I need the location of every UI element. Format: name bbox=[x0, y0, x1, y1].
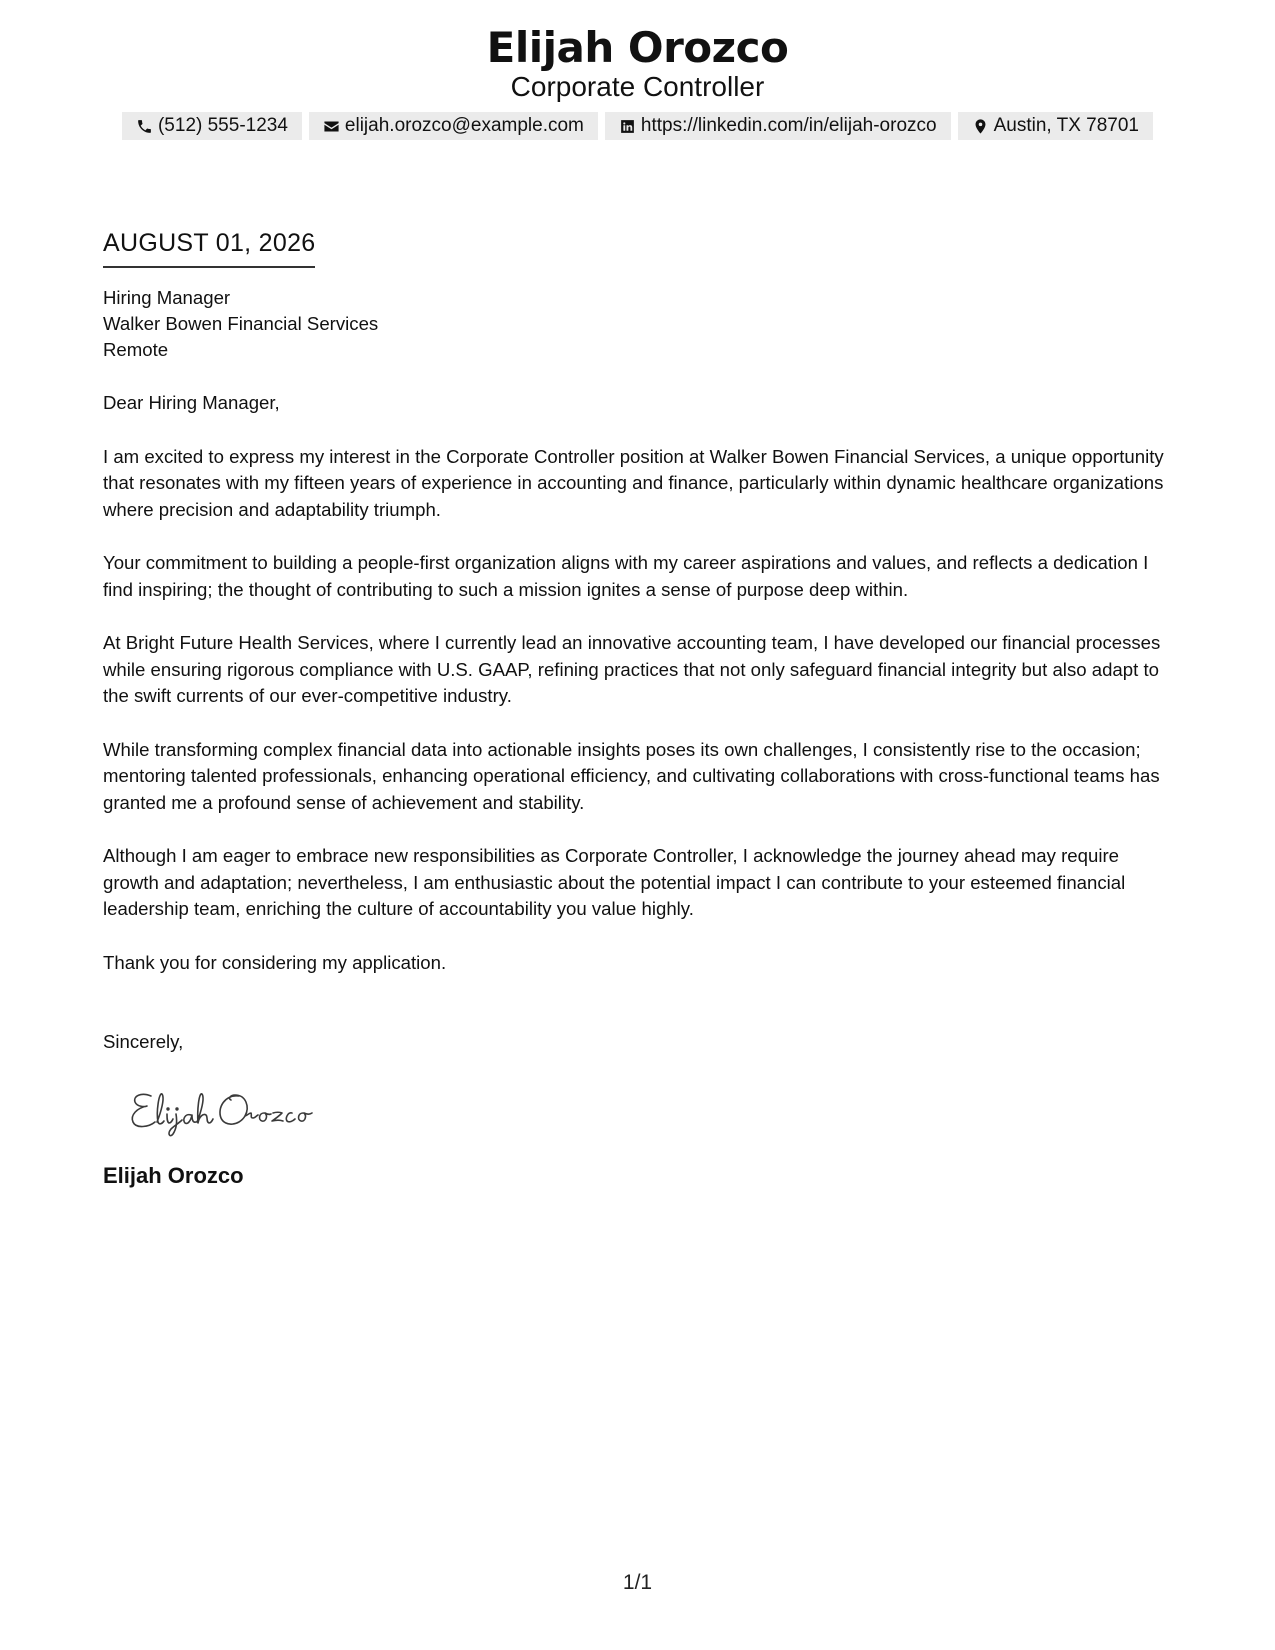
applicant-name: Elijah Orozco bbox=[486, 23, 789, 72]
phone-icon bbox=[136, 118, 153, 135]
linkedin-icon bbox=[619, 118, 636, 135]
body-paragraph: While transforming complex financial data into actionable insights poses its own challenges, I consistently rise to the occasion; mentoring talented professionals, enhancing operational efficiency, and cultivating collaborations with cross-functional teams has granted me a profound sense of achievement and stability. bbox=[103, 738, 1160, 813]
contact-phone[interactable] bbox=[122, 112, 302, 140]
letter-header bbox=[0, 22, 1275, 140]
body-paragraph: Thank you for considering my application. bbox=[103, 951, 447, 973]
body-paragraph: Although I am eager to embrace new responsibilities as Corporate Controller, I acknowledge the journey ahead may require growth and adaptation; nevertheless, I am enthusiastic about the potential impact I can contribute to your esteemed financial leadership team, enriching the culture of accountability you value highly. bbox=[103, 845, 1126, 919]
recipient-company: Walker Bowen Financial Services bbox=[103, 313, 379, 334]
recipient-location: Remote bbox=[103, 339, 169, 360]
closing: Sincerely, bbox=[103, 1031, 184, 1052]
contact-bar bbox=[0, 112, 1275, 140]
recipient-block bbox=[103, 285, 1178, 363]
letter-date: AUGUST 01, 2026 bbox=[103, 226, 315, 268]
body-paragraph: Your commitment to building a people-first organization aligns with my career aspirations and values, and reflects a dedication I find inspiring; the thought of contributing to such a mission ignites a sense of purpose deep within. bbox=[103, 552, 1149, 600]
recipient-line: Hiring Manager bbox=[103, 287, 231, 308]
salutation: Dear Hiring Manager, bbox=[103, 392, 280, 413]
signature-image bbox=[127, 1082, 337, 1140]
page-number: 1/1 bbox=[622, 1571, 653, 1594]
contact-linkedin[interactable] bbox=[605, 112, 951, 140]
phone-text: (512) 555-1234 bbox=[157, 115, 288, 136]
linkedin-text: https://linkedin.com/in/elijah-orozco bbox=[640, 115, 937, 136]
letter-body bbox=[103, 226, 1178, 1190]
contact-location bbox=[958, 112, 1153, 140]
signed-name: Elijah Orozco bbox=[103, 1162, 244, 1188]
body-paragraph: At Bright Future Health Services, where I currently lead an innovative accounting team, I have developed our financial processes while ensuring rigorous compliance with U.S. GAAP, refining practices that not only safeguard financial integrity but also adapt to the swift currents of our ever-competitive industry. bbox=[103, 632, 1161, 706]
location-text: Austin, TX 78701 bbox=[993, 115, 1139, 136]
handwritten-signature bbox=[127, 1082, 1178, 1140]
email-text: elijah.orozco@example.com bbox=[344, 115, 584, 136]
map-pin-icon bbox=[972, 118, 989, 135]
body-paragraph: I am excited to express my interest in the Corporate Controller position at Walker Bowen Financial Services, a unique opportunity that resonates with my fifteen years of experience in accounting and finance, particularly within dynamic healthcare organizations where precision and adaptability triumph. bbox=[103, 445, 1164, 520]
envelope-icon bbox=[323, 118, 340, 135]
job-title: Corporate Controller bbox=[510, 71, 765, 102]
contact-email[interactable] bbox=[309, 112, 598, 140]
